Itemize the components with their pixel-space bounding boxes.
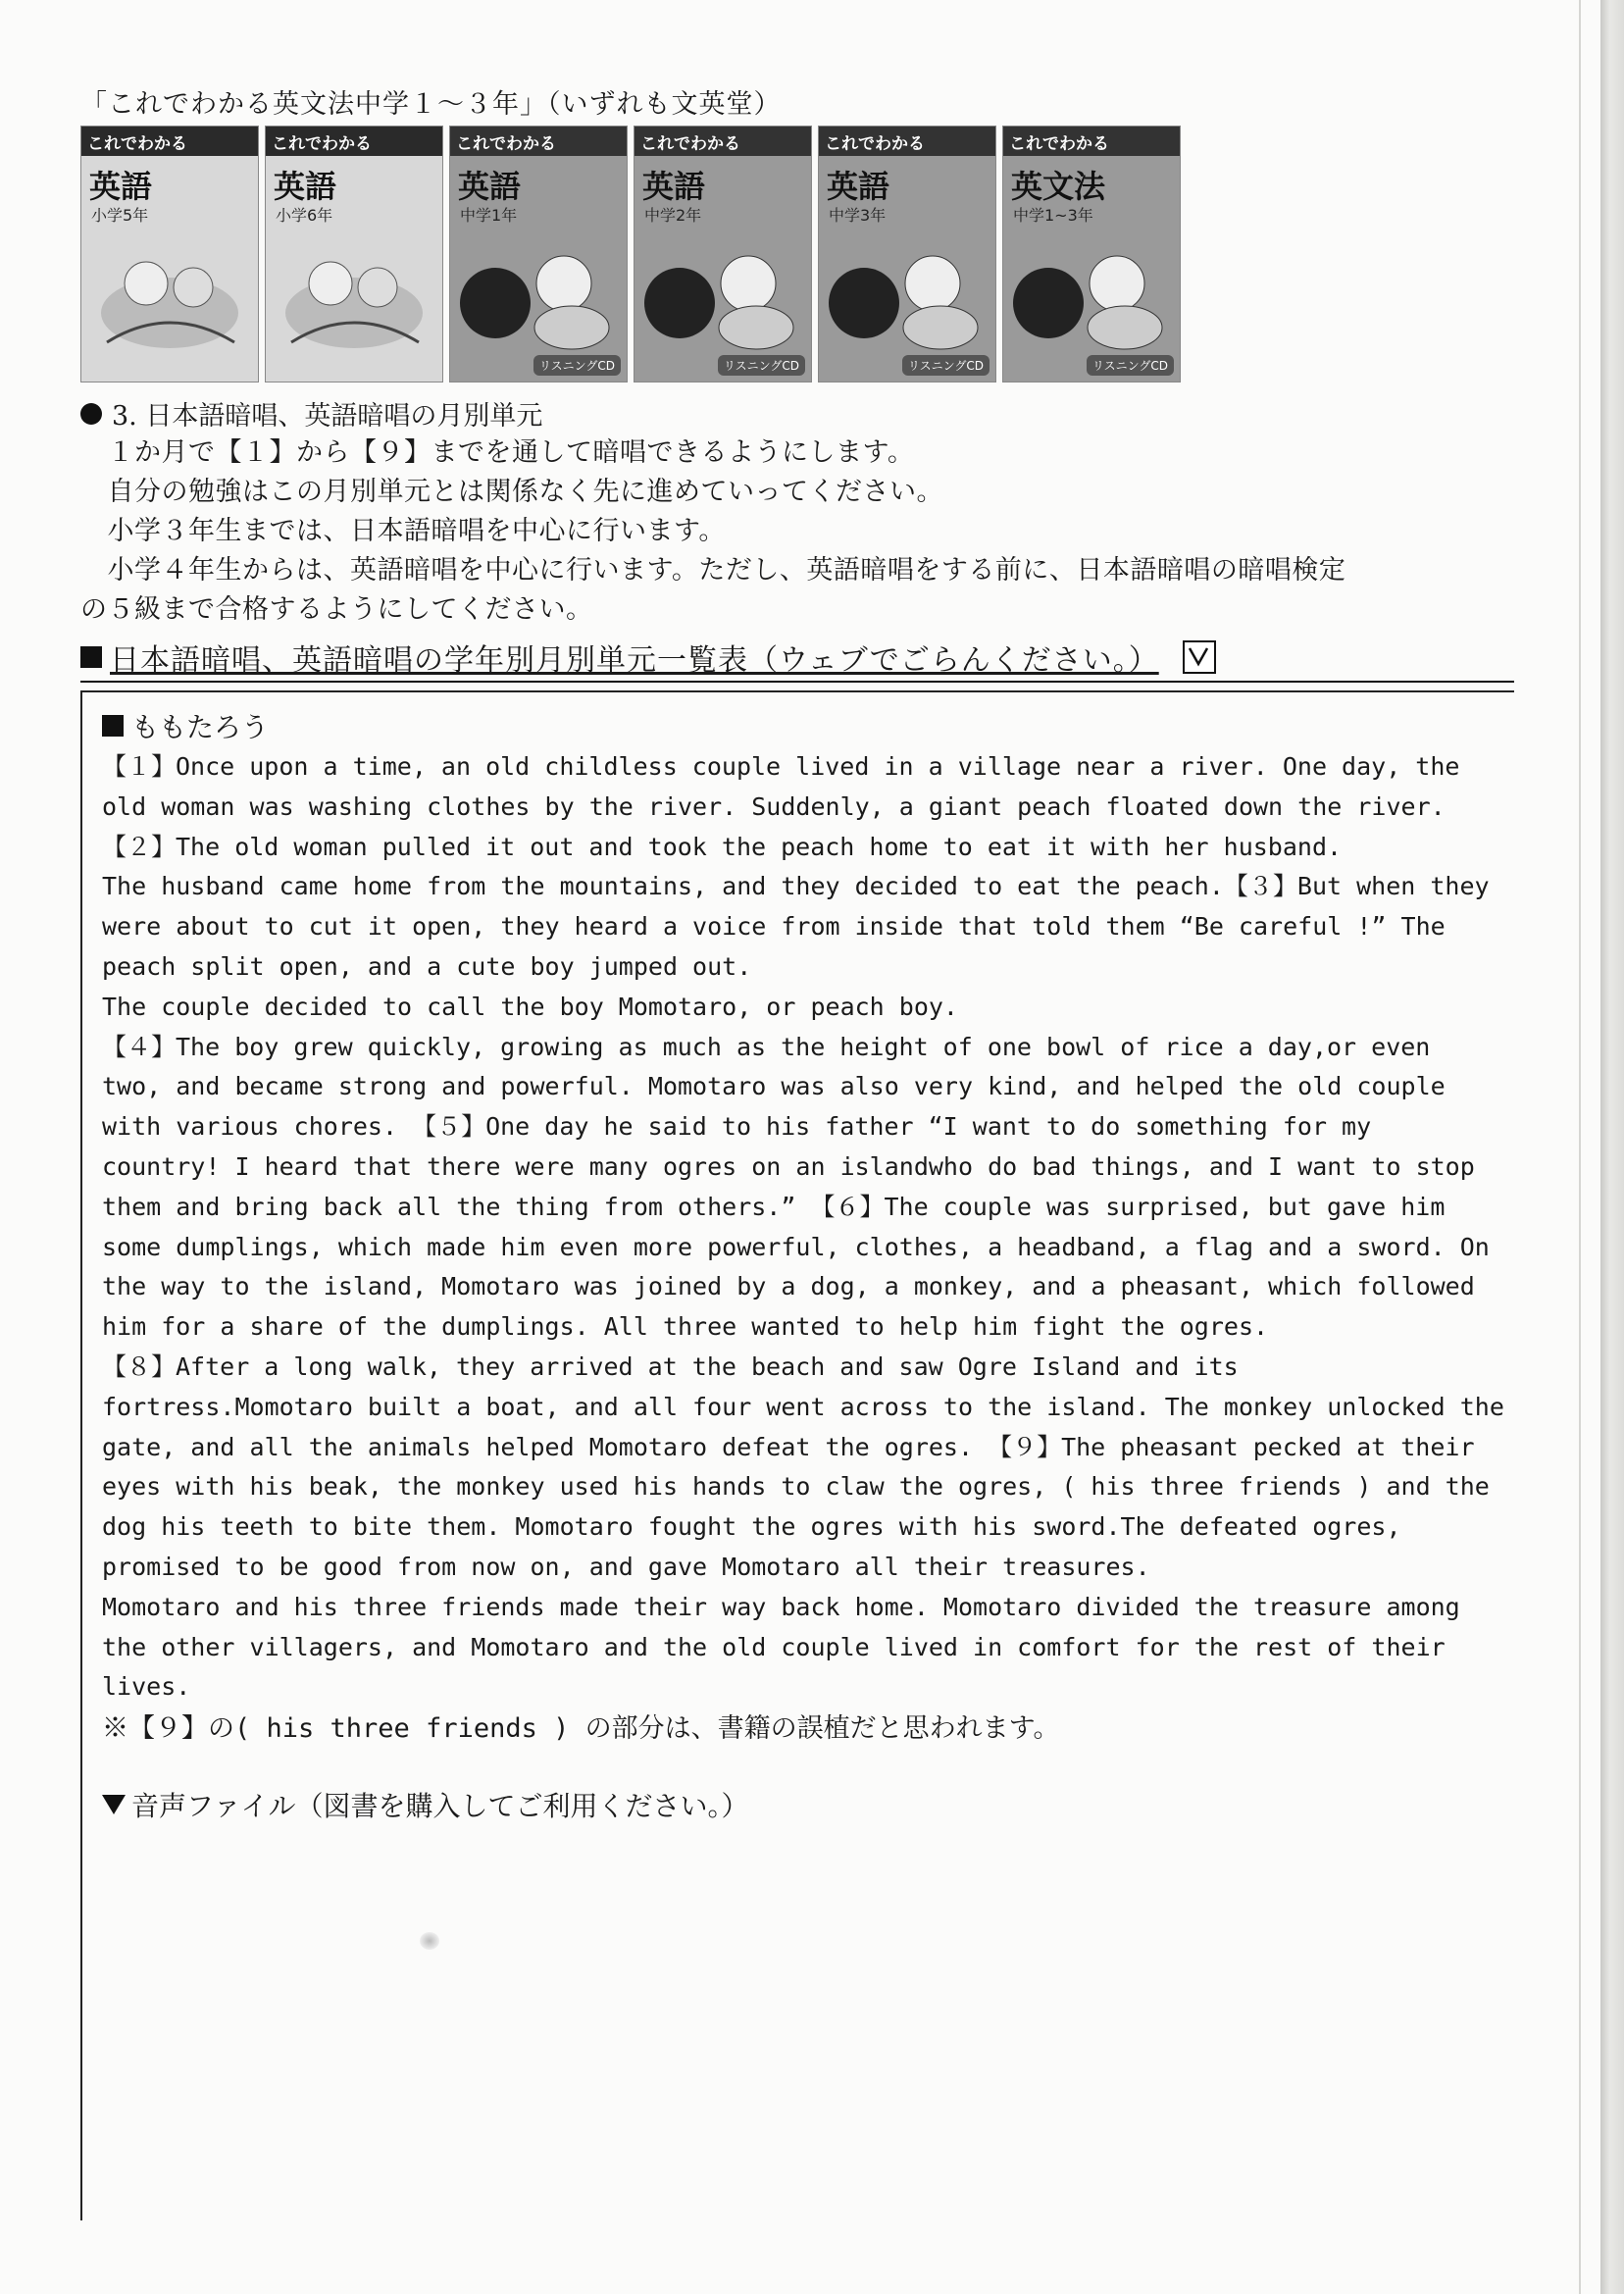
book-cover-6 [1002,126,1181,382]
square-bullet-icon [80,646,102,668]
book-subject: 英語 [642,168,706,205]
story-line: 【２】The old woman pulled it out and took the peach home to eat it with her husband. [102,832,1343,861]
story-line: him for a share of the dumplings. All three wanted to help him fight the ogres. [102,1312,1269,1342]
audio-file-link[interactable] [102,1785,748,1824]
story-line: 【４】The boy grew quickly, growing as much as the height of one bowl of rice a day,or even [102,1032,1431,1061]
story-line: lives. [102,1672,191,1702]
story-line: with various chores. 【５】One day he said to his father “I want to do something for my [102,1112,1372,1142]
story-line: old woman was washing clothes by the river. Suddenly, a giant peach floated down the river. [102,791,1446,821]
book-subject: 英語 [274,168,337,205]
story-text [102,747,1524,1708]
story-line: Momotaro and his three friends made their way back home. Momotaro divided the treasure among [102,1592,1460,1621]
section-3-line-1: １か月で【１】から【９】までを通して暗唱できるようにします。 [80,437,915,468]
square-bullet-icon [102,715,124,737]
book-band: これでわかる [266,127,442,156]
book-cover-3 [449,126,628,382]
book-band: これでわかる [81,127,258,156]
story-line: fortress.Momotaro built a boat, and all four went across to the island. The monkey unlocked the [102,1392,1504,1421]
story-line: peach split open, and a cute boy jumped out. [102,951,752,981]
story-line: gate, and all the animals helped Momotaro defeat the ogres. 【９】The pheasant pecked at their [102,1432,1475,1461]
story-line: The couple decided to call the boy Momotaro, or peach boy. [102,992,958,1021]
cartoon-illustration-icon [87,234,252,352]
story-line: the way to the island, Momotaro was joined by a dog, a monkey, and a pheasant, which followed [102,1272,1475,1301]
page-edge-shadow [1600,0,1624,2294]
story-line: 【１】Once upon a time, an old childless couple lived in a village near a river. One day, the [102,752,1460,781]
triangle-down-icon [102,1795,126,1814]
book-covers-row [80,126,1181,382]
section-3-line-4: 小学４年生からは、英語暗唱を中心に行います。ただし、英語暗唱をする前に、日本語暗唱の暗唱検定 [80,555,1346,586]
book-subject: 英語 [458,168,522,205]
scan-smudge [420,1932,439,1950]
story-line: the other villagers, and Momotaro and the old couple lived in comfort for the rest of their [102,1632,1446,1661]
cartoon-illustration-icon [272,234,436,352]
story-line: The husband came home from the mountains, and they decided to eat the peach.【３】But when they [102,872,1490,901]
book-cover-4 [634,126,812,382]
bear-mascot-icon [456,234,621,352]
bear-mascot-icon [640,234,805,352]
expand-toggle-icon[interactable] [1183,640,1216,674]
story-line: promised to be good from now on, and gave Momotaro all their treasures. [102,1552,1150,1581]
cd-badge: リスニングCD [533,355,621,376]
book-grade: 中学1~3年 [1013,206,1093,225]
section-divider [80,681,1514,683]
book-cover-2 [265,126,443,382]
books-caption: 「これでわかる英文法中学１～３年」（いずれも文英堂） [80,89,782,120]
book-subject: 英語 [89,168,153,205]
story-line: eyes with his beak, the monkey used his hands to claw the ogres, ( his three friends ) and the [102,1472,1490,1502]
bear-mascot-icon [825,234,990,352]
book-grade: 中学1年 [460,206,518,225]
unit-table-link-label[interactable]: 日本語暗唱、英語暗唱の学年別月別単元一覧表（ウェブでごらんください。） [110,643,1159,678]
book-grade: 小学6年 [276,206,333,225]
page-fold-line [1579,0,1581,2294]
story-title-text: ももたろう [131,711,270,743]
section-3-line-3: 小学３年生までは、日本語暗唱を中心に行います。 [80,516,726,546]
story-line: dog his teeth to bite them. Momotaro fought the ogres with his sword.The defeated ogres, [102,1512,1401,1542]
bear-mascot-icon [1009,234,1174,352]
story-line: them and bring back all the thing from others.” 【６】The couple was surprised, but gave him [102,1192,1446,1221]
book-band: これでわかる [634,127,811,156]
story-line: 【８】After a long walk, they arrived at the beach and saw Ogre Island and its [102,1351,1239,1381]
story-line: were about to cut it open, they heard a voice from inside that told them “Be careful !” The [102,912,1446,942]
story-line: two, and became strong and powerful. Momotaro was also very kind, and helped the old couple [102,1072,1446,1101]
book-band: これでわかる [450,127,627,156]
cd-badge: リスニングCD [902,355,990,376]
book-subject: 英文法 [1011,168,1106,205]
book-band: これでわかる [1003,127,1180,156]
unit-table-link[interactable] [80,636,1216,679]
story-title [102,706,269,745]
section-3-line-2: 自分の勉強はこの月別単元とは関係なく先に進めていってください。 [80,477,943,507]
book-subject: 英語 [827,168,890,205]
book-grade: 小学5年 [91,206,149,225]
section-3-line-5: の５級まで合格するようにしてください。 [80,594,593,625]
book-band: これでわかる [819,127,995,156]
audio-file-label[interactable]: 音声ファイル（図書を購入してご利用ください。） [131,1790,749,1822]
bullet-icon [80,403,102,425]
section-3-heading-text: 3. 日本語暗唱、英語暗唱の月別単元 [112,401,543,432]
erratum-note: ※【９】の( his three friends ) の部分は、書籍の誤植だと思われます。 [102,1713,1060,1744]
book-cover-5 [818,126,996,382]
story-line: country! I heard that there were many ogres on an islandwho do bad things, and I want to stop [102,1151,1475,1181]
book-grade: 中学2年 [644,206,702,225]
story-line: some dumplings, which made him even more powerful, clothes, a headband, a flag and a sword. On [102,1232,1490,1261]
cd-badge: リスニングCD [1087,355,1174,376]
book-grade: 中学3年 [829,206,887,225]
book-cover-1 [80,126,259,382]
section-3-heading [80,394,542,433]
cd-badge: リスニングCD [718,355,805,376]
